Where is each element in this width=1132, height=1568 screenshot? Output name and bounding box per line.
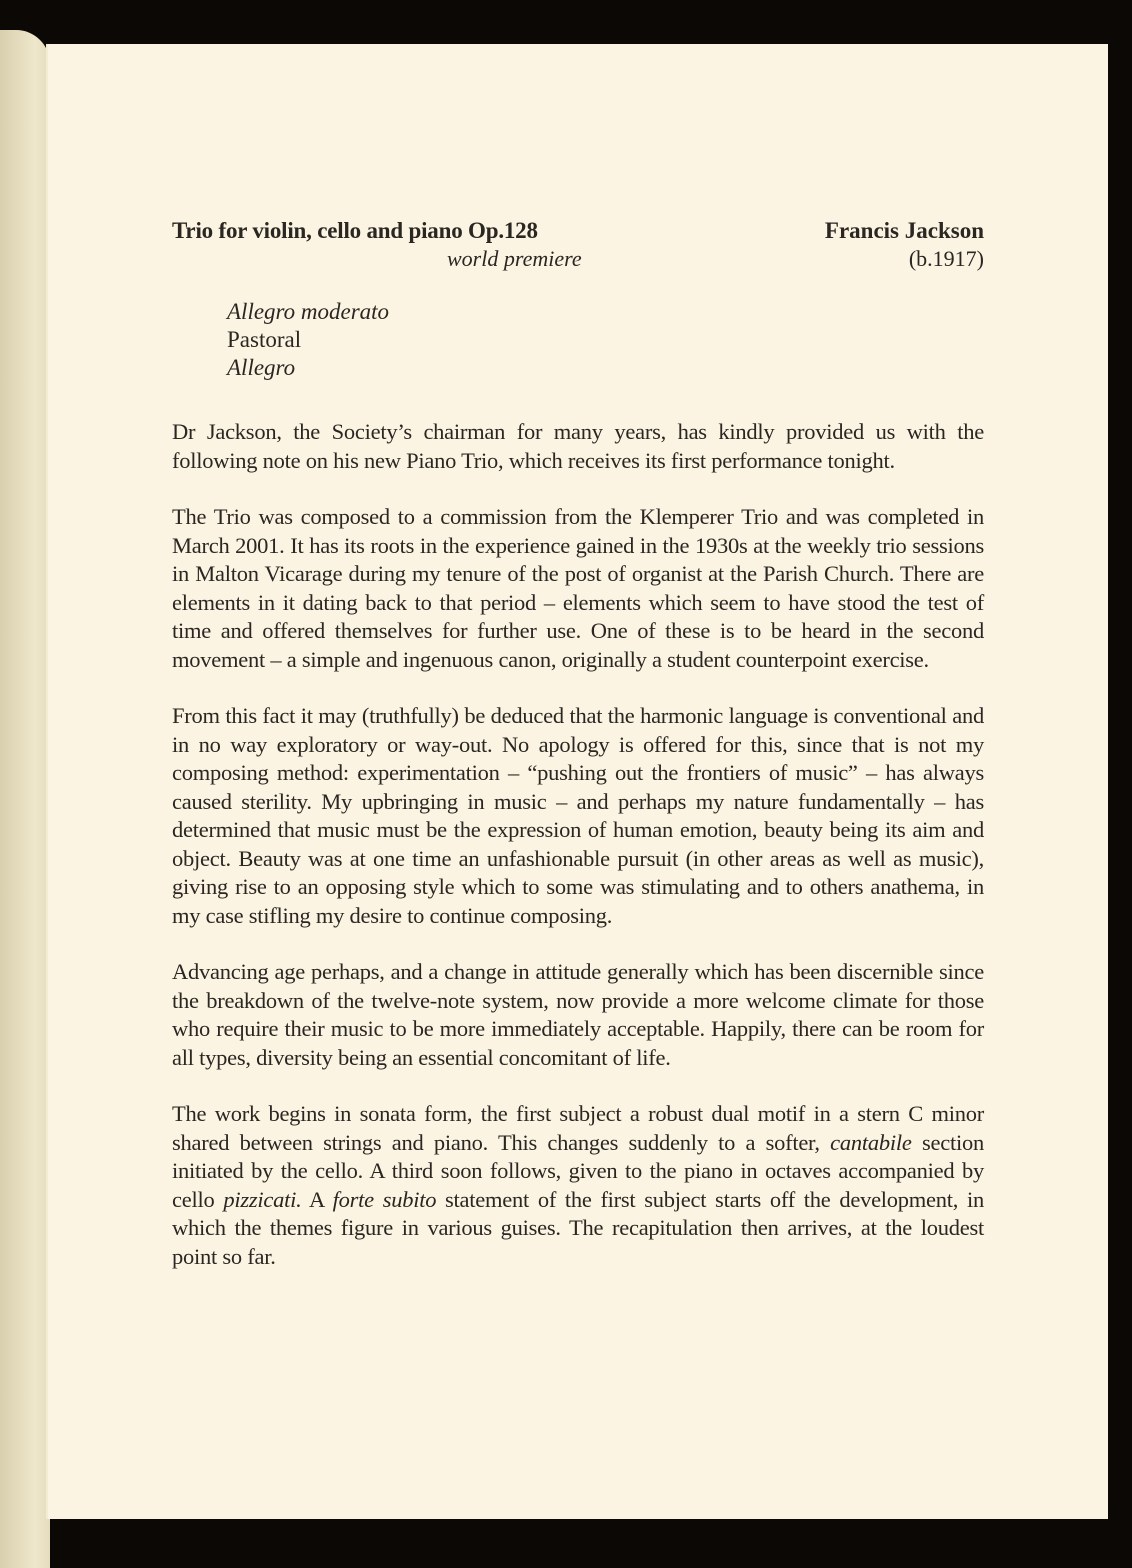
premiere-label: world premiere xyxy=(447,246,582,271)
movement-1: Allegro moderato xyxy=(227,299,390,324)
composer-name: Francis Jackson xyxy=(824,218,984,243)
work-title: Trio for violin, cello and piano Op.128 xyxy=(172,218,538,243)
term-cantabile: cantabile xyxy=(830,1129,912,1155)
programme-note xyxy=(172,214,984,1271)
movement-list xyxy=(227,298,984,382)
structure-text-2: section initiated by the cello. A third soon follows, given to the piano in octaves accompanied by cello xyxy=(172,1129,984,1212)
work-heading xyxy=(172,214,984,274)
composer-dates: (b.1917) xyxy=(908,246,984,271)
structure-paragraph xyxy=(172,1100,984,1271)
attitude-paragraph: Advancing age perhaps, and a change in attitude generally which has been discernible since the breakdown of the twelve-note system, now provide a more welcome climate for those who require their music to be more immediately acceptable. Happily, there can be room for all types, diversity being an essential concomitant of life. xyxy=(172,959,984,1070)
term-forte-subito: forte subito xyxy=(332,1186,437,1212)
term-pizzicati: pizzicati. xyxy=(223,1186,302,1212)
facing-page-edge xyxy=(0,30,50,1568)
harmonic-language-paragraph: From this fact it may (truthfully) be deduced that the harmonic language is conventional and in no way exploratory or way-out. No apology is offered for this, since that is not my composing method: experimentation – “pushing out the frontiers of music” – has always caused sterility. My upbringing in music – and perhaps my nature fundamentally – has determined that music must be the expression of human emotion, beauty being its aim and object. Beauty was at one time an unfashionable pursuit (in other areas as well as music), giving rise to an opposing style which to some was stimulating and to others anathema, in my case stifling my desire to continue composing. xyxy=(172,703,984,928)
structure-text-1: The work begins in sonata form, the first subject a robust dual motif in a stern C minor shared between strings and piano. This changes suddenly to a softer, xyxy=(172,1101,984,1155)
intro-paragraph: Dr Jackson, the Society’s chairman for many years, has kindly provided us with the following note on his new Piano Trio, which receives its first performance tonight. xyxy=(172,419,984,473)
structure-text-3: A xyxy=(301,1186,333,1212)
history-paragraph: The Trio was composed to a commission from the Klemperer Trio and was completed in March 2001. It has its roots in the experience gained in the 1930s at the weekly trio sessions in Malton Vicarage during my tenure of the post of organist at the Parish Church. There are elements in it dating back to that period – elements which seem to have stood the test of time and offered themselves for further use. One of these is to be heard in the second movement – a simple and ingenuous canon, originally a student counterpoint exercise. xyxy=(172,504,984,672)
movement-3: Allegro xyxy=(227,355,296,380)
structure-text-4: statement of the first subject starts off the development, in which the themes figure in various guises. The recapitulation then arrives, at the loudest point so far. xyxy=(172,1186,984,1269)
movement-2: Pastoral xyxy=(227,327,302,352)
